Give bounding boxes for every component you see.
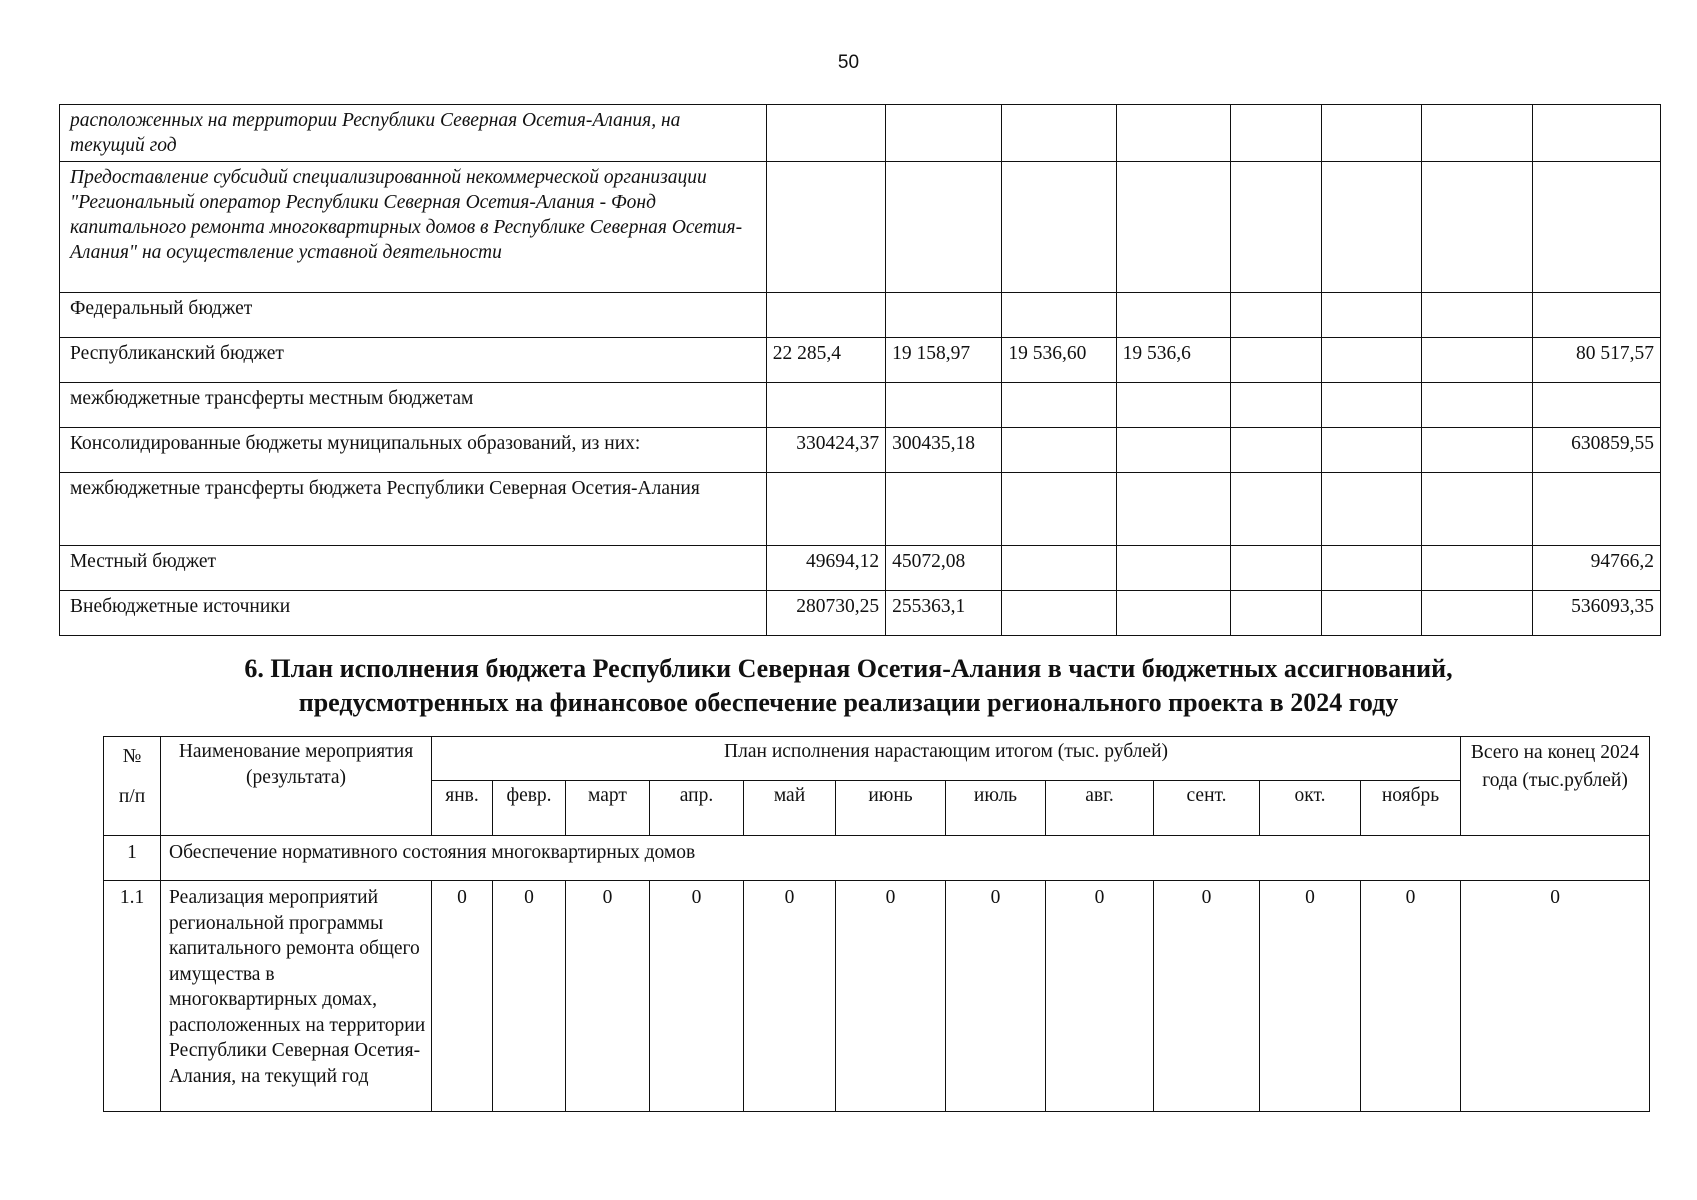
value-cell xyxy=(1002,428,1116,473)
value-cell xyxy=(1230,473,1321,546)
value-cell: 19 536,6 xyxy=(1116,338,1230,383)
value-cell xyxy=(766,105,885,162)
value-cell xyxy=(1422,338,1532,383)
month-value: 0 xyxy=(1154,881,1260,1112)
value-cell: 280730,25 xyxy=(766,591,885,636)
value-cell xyxy=(1116,546,1230,591)
value-cell xyxy=(1422,383,1532,428)
header-month: сент. xyxy=(1154,781,1260,836)
header-month: янв. xyxy=(432,781,493,836)
value-cell xyxy=(1422,293,1532,338)
value-cell xyxy=(1322,162,1422,293)
value-cell xyxy=(1002,105,1116,162)
value-cell xyxy=(1116,162,1230,293)
section-heading-line-1: 6. План исполнения бюджета Республики Северная Осетия-Алания в части бюджетных ассигнований, xyxy=(244,654,1453,683)
value-cell xyxy=(766,293,885,338)
header-month: июнь xyxy=(836,781,946,836)
funding-sources-table xyxy=(59,104,1661,636)
table-row xyxy=(60,105,1661,162)
group-num: 1 xyxy=(104,836,161,881)
header-total: Всего на конец 2024 года (тыс.рублей) xyxy=(1461,737,1650,836)
row-label: Федеральный бюджет xyxy=(60,293,767,338)
value-cell xyxy=(1002,591,1116,636)
value-cell xyxy=(1322,293,1422,338)
month-value: 0 xyxy=(744,881,836,1112)
value-cell xyxy=(1322,383,1422,428)
row-label: Предоставление субсидий специализированной некоммерческой организации "Региональный оператор Республики Северная Осетия-Алания - Фонд капитального ремонта многоквартирных домов в Республике Северная Осетия-Алания" на осуществление уставной деятельности xyxy=(60,162,767,293)
value-cell xyxy=(1422,105,1532,162)
value-cell: 300435,18 xyxy=(886,428,1002,473)
page-number: 50 xyxy=(837,52,860,73)
header-month: май xyxy=(744,781,836,836)
value-cell xyxy=(1532,293,1660,338)
value-cell xyxy=(1116,383,1230,428)
month-value: 0 xyxy=(946,881,1046,1112)
table-row xyxy=(104,836,1650,881)
value-cell xyxy=(886,473,1002,546)
value-cell xyxy=(1002,546,1116,591)
item-name: Реализация мероприятий региональной программы капитального ремонта общего имущества в многоквартирных домах, расположенных на территории Республики Северная Осетия-Алания, на текущий год xyxy=(161,881,432,1112)
value-cell: 630859,55 xyxy=(1532,428,1660,473)
header-plan: План исполнения нарастающим итогом (тыс. рублей) xyxy=(432,737,1461,781)
value-cell: 330424,37 xyxy=(766,428,885,473)
value-cell xyxy=(1322,546,1422,591)
value-cell: 80 517,57 xyxy=(1532,338,1660,383)
value-cell xyxy=(1116,105,1230,162)
value-cell xyxy=(1422,546,1532,591)
value-cell xyxy=(1230,162,1321,293)
value-cell: 255363,1 xyxy=(886,591,1002,636)
value-cell xyxy=(1422,428,1532,473)
header-num: № п/п xyxy=(104,737,161,836)
value-cell xyxy=(766,473,885,546)
value-cell xyxy=(1002,162,1116,293)
month-value: 0 xyxy=(1361,881,1461,1112)
value-cell xyxy=(1230,546,1321,591)
header-month: авг. xyxy=(1046,781,1154,836)
row-label: расположенных на территории Республики Северная Осетия-Алания, на текущий год xyxy=(60,105,767,162)
budget-execution-plan-table xyxy=(103,736,1650,1112)
header-month: окт. xyxy=(1260,781,1361,836)
header-month: июль xyxy=(946,781,1046,836)
header-month: февр. xyxy=(493,781,566,836)
header-month: апр. xyxy=(650,781,744,836)
value-cell: 19 536,60 xyxy=(1002,338,1116,383)
value-cell xyxy=(1322,591,1422,636)
table-row xyxy=(60,591,1661,636)
month-value: 0 xyxy=(432,881,493,1112)
value-cell xyxy=(1422,473,1532,546)
value-cell: 22 285,4 xyxy=(766,338,885,383)
value-cell xyxy=(1532,473,1660,546)
value-cell xyxy=(766,383,885,428)
table-row xyxy=(60,293,1661,338)
section-heading-line-2: предусмотренных на финансовое обеспечение реализации регионального проекта в 2024 году xyxy=(298,688,1399,717)
table-row xyxy=(60,338,1661,383)
value-cell xyxy=(1230,293,1321,338)
value-cell xyxy=(1422,591,1532,636)
table-row xyxy=(60,473,1661,546)
value-cell xyxy=(1002,473,1116,546)
value-cell xyxy=(1002,293,1116,338)
value-cell: 49694,12 xyxy=(766,546,885,591)
header-month: ноябрь xyxy=(1361,781,1461,836)
total-value: 0 xyxy=(1461,881,1650,1112)
value-cell xyxy=(1230,428,1321,473)
value-cell xyxy=(1230,383,1321,428)
value-cell xyxy=(1322,428,1422,473)
row-label: Консолидированные бюджеты муниципальных образований, из них: xyxy=(60,428,767,473)
month-value: 0 xyxy=(566,881,650,1112)
value-cell xyxy=(1116,591,1230,636)
value-cell xyxy=(1002,383,1116,428)
value-cell: 94766,2 xyxy=(1532,546,1660,591)
value-cell xyxy=(1322,105,1422,162)
table-row xyxy=(104,881,1650,1112)
table-row xyxy=(60,162,1661,293)
row-label: Местный бюджет xyxy=(60,546,767,591)
row-label: Внебюджетные источники xyxy=(60,591,767,636)
value-cell: 536093,35 xyxy=(1532,591,1660,636)
value-cell xyxy=(886,105,1002,162)
row-label: межбюджетные трансферты местным бюджетам xyxy=(60,383,767,428)
section-heading xyxy=(0,652,1697,720)
value-cell xyxy=(1230,105,1321,162)
table-row xyxy=(60,546,1661,591)
value-cell xyxy=(1532,383,1660,428)
value-cell xyxy=(1230,338,1321,383)
group-name: Обеспечение нормативного состояния многоквартирных домов xyxy=(161,836,1650,881)
row-label: межбюджетные трансферты бюджета Республики Северная Осетия-Алания xyxy=(60,473,767,546)
month-value: 0 xyxy=(1046,881,1154,1112)
value-cell xyxy=(1422,162,1532,293)
header-month: март xyxy=(566,781,650,836)
value-cell xyxy=(1532,105,1660,162)
value-cell xyxy=(766,162,885,293)
value-cell xyxy=(1322,338,1422,383)
table-row xyxy=(60,383,1661,428)
value-cell xyxy=(886,162,1002,293)
value-cell xyxy=(1230,591,1321,636)
value-cell xyxy=(1116,428,1230,473)
value-cell xyxy=(886,293,1002,338)
month-value: 0 xyxy=(1260,881,1361,1112)
value-cell xyxy=(1116,473,1230,546)
table-row xyxy=(60,428,1661,473)
value-cell: 45072,08 xyxy=(886,546,1002,591)
value-cell xyxy=(1116,293,1230,338)
month-value: 0 xyxy=(836,881,946,1112)
item-num: 1.1 xyxy=(104,881,161,1112)
value-cell xyxy=(886,383,1002,428)
value-cell: 19 158,97 xyxy=(886,338,1002,383)
value-cell xyxy=(1322,473,1422,546)
month-value: 0 xyxy=(650,881,744,1112)
month-value: 0 xyxy=(493,881,566,1112)
value-cell xyxy=(1532,162,1660,293)
header-name: Наименование мероприятия (результата) xyxy=(161,737,432,836)
row-label: Республиканский бюджет xyxy=(60,338,767,383)
